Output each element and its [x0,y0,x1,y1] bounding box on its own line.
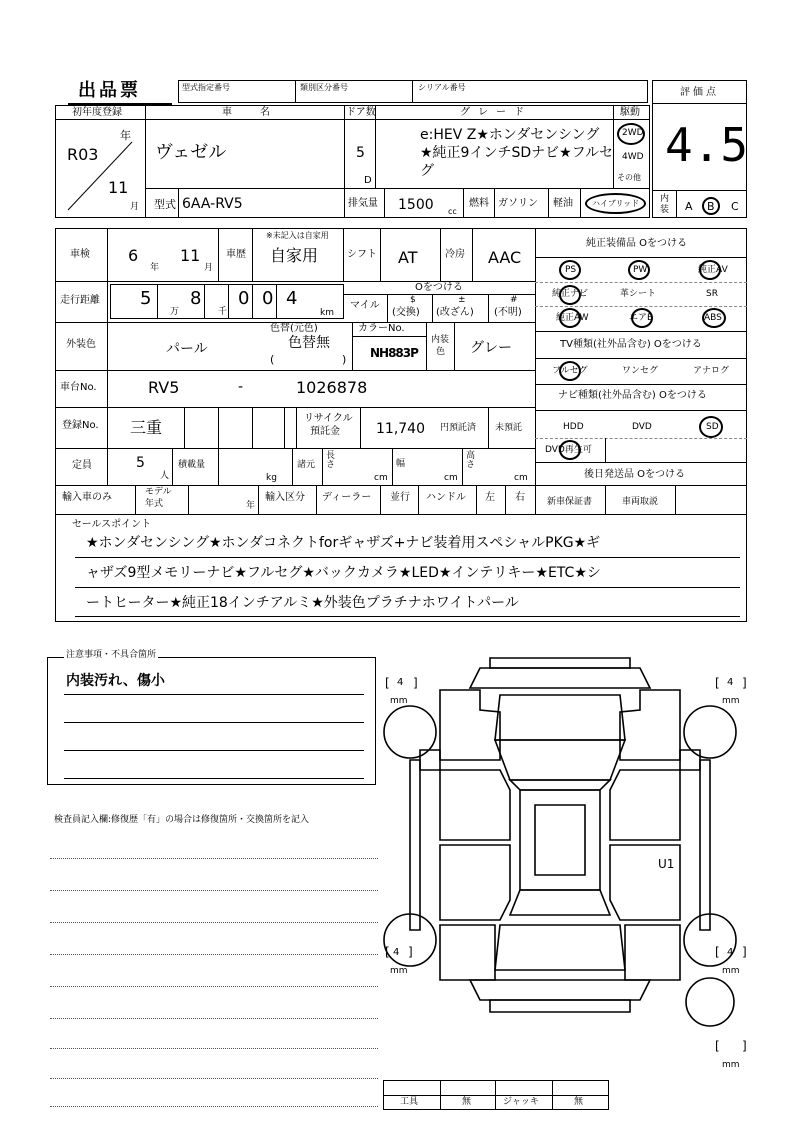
spare-bracket: [ [715,1039,720,1053]
equip-abs: ABS [704,313,722,323]
kg-unit: kg [266,473,277,483]
history-value: 自家用 [270,246,319,265]
exchange-label: (交換) [392,307,420,318]
mileage-mark-note: Oをつける [415,282,463,293]
score-value: 4.5 [665,118,749,172]
equip-aw: 純正AW [556,313,589,323]
interior-grade-c: C [731,200,739,213]
dims-label: 諸元 [297,460,316,470]
tv-analog: アナログ [693,366,730,376]
model-year-unit: 年 [246,501,256,511]
chassis-label: 車台No. [60,382,97,393]
notes-label: 注意事項・不具合箇所 [66,650,157,660]
interior-grade-label-1: 内 [660,194,670,204]
recycle-paid: 円預託済 [440,423,477,433]
reg-month: 11 [108,178,129,197]
model-label: 型式 [154,198,176,211]
sales-line-1: ★ホンダセンシング★ホンダコネクトforギャザズ+ナビ装着用スペシャルPKG★ギ [86,535,601,551]
model-year-label-2: 年式 [145,499,164,509]
height-cm: cm [514,473,528,483]
length-cm: cm [374,473,388,483]
interior-grade-b: B [707,200,715,213]
equip-pw-circle [628,260,650,280]
later-warranty: 新車保証書 [547,497,593,507]
recycle-value: 11,740 [376,421,425,437]
reg-month-unit: 月 [130,202,140,212]
model-year-label-1: モデル [145,487,172,497]
equip-ps-circle [559,260,581,280]
tire-fr-bracket: [ [715,676,720,690]
color-no-label: カラーNo. [358,323,405,334]
altered-label: (改ざん) [436,307,474,318]
plate-label: 登録No. [62,420,99,431]
tire-rr-bracket-close: ] [742,945,747,959]
displacement-value: 1500 [398,197,434,213]
fuel-diesel: 軽油 [553,198,573,209]
tire-fl-bracket-close: ] [413,676,418,690]
equip-navi: 純正ナビ [552,289,589,299]
navi-sd: SD [706,422,719,432]
load-label: 積載量 [178,460,206,470]
shift-value: AT [398,248,418,267]
spare-mm: mm [722,1060,740,1070]
tire-fr-mm: mm [722,696,740,706]
import-dealer: ディーラー [322,492,372,503]
color-no-value: NH883P [370,346,418,360]
drive-4wd: 4WD [622,152,644,162]
grade-line-1: e:HEV Z★ホンダセンシング [420,127,600,143]
equip-leather: 革シート [620,289,657,299]
reg-year: R03 [67,145,99,164]
doors-label: ドア数 [346,107,376,118]
score-label: 評価点 [680,87,719,98]
man-unit: 万 [170,307,180,317]
later-title: 後日発送品 Oをつける [584,469,686,480]
tire-fr-bracket-close: ] [742,676,747,690]
mileage-digit-3: 0 [238,288,250,309]
inspector-label: 検査員記入欄:修復歴「有」の場合は修復箇所・交換箇所を記入 [54,815,310,825]
sales-label: セールスポイント [72,519,152,530]
fuel-hybrid: ハイブリッド [592,199,640,208]
serial-no-label: シリアル番号 [418,83,466,92]
tire-rl-bracket: [ [385,945,390,959]
tire-rr-mm: mm [722,966,740,976]
grade-line-2: ★純正9インチSDナビ★フルセ [420,145,614,161]
ac-label: 冷房 [445,249,465,260]
damage-mark-u1: U1 [658,857,675,871]
car-name: ヴェゼル [155,142,227,163]
history-note: ※未記入は自家用 [266,231,329,240]
color-change-label: 色替(元色) [270,323,318,334]
displacement-label: 排気量 [348,198,378,209]
spare-bracket-close: ] [742,1039,747,1053]
unknown-label: (不明) [494,307,522,318]
jack-label: ジャッキ [503,1097,539,1107]
fuel-gasoline: ガソリン [498,198,538,209]
equip-airbag-circle [631,308,653,328]
capacity-unit: 人 [160,471,170,481]
sen-unit: 千 [218,307,228,317]
door-type: D [364,175,372,186]
drive-label: 駆動 [620,107,640,118]
mile-label: マイル [350,300,380,311]
history-label: 車歴 [226,249,246,260]
chassis-number: 1026878 [296,378,368,397]
interior-grade-label-2: 装 [660,205,670,215]
grade-line-3: グ [420,163,434,179]
car-name-label: 車名 [222,107,298,118]
shaken-month: 11 [180,246,201,265]
tire-rl-mm: mm [390,966,408,976]
shaken-month-unit: 月 [204,263,214,273]
navi-title: ナビ種類(社外品含む) Oをつける [558,390,707,401]
navi-dvd-play: DVD再生可 [545,445,592,455]
width-cm: cm [444,473,458,483]
interior-color-value: グレー [470,340,512,356]
capacity-value: 5 [136,455,145,471]
handle-label: ハンドル [426,492,466,503]
tire-rr-bracket: [ [715,945,720,959]
id-number-box [178,80,648,103]
fuel-label: 燃料 [469,198,489,209]
cc-unit: cc [448,207,457,216]
later-manual: 車両取説 [622,497,659,507]
mileage-digit-5: 4 [286,288,298,309]
tv-fullseg: フルセグ [552,366,588,376]
tire-fl-mm: mm [390,696,408,706]
navi-dvd: DVD [632,422,652,432]
model-value: 6AA-RV5 [182,196,243,212]
handle-right: 右 [515,492,525,503]
shaken-year-unit: 年 [150,263,160,273]
chassis-dash: - [238,379,244,395]
tire-fr-value: 4 [727,677,734,688]
width-label: 幅 [396,459,406,469]
tv-title: TV種類(社外品含む) Oをつける [560,339,702,350]
paren-open: ( [270,353,275,366]
interior-grade-circle [702,197,720,215]
recycle-label-1: リサイクル [304,413,353,424]
tire-rl-bracket-close: ] [408,945,413,959]
equip-av-circle [699,260,721,280]
tools-none: 無 [462,1097,472,1107]
equip-airbag: エアB [629,313,654,323]
fuel-hybrid-circle [585,193,646,214]
mileage-digit-1: 5 [140,288,152,309]
mileage-label: 走行距離 [60,295,100,306]
form-title: 出品票 [78,80,141,101]
shaken-label: 車検 [70,249,90,260]
class-no-label: 類別区分番号 [300,83,348,92]
navi-sd-circle [699,416,723,438]
interior-grade-a: A [685,200,693,213]
mileage-digit-2: 8 [190,288,202,309]
equip-ps: PS [565,265,577,275]
tv-fullseg-circle [559,361,581,381]
equipment-title: 純正装備品 Oをつける [586,238,688,249]
drive-2wd-circle [617,123,645,145]
navi-dvd-play-circle [559,440,581,460]
tools-label: 工具 [400,1097,419,1107]
import-label: 輸入車のみ [62,492,112,503]
interior-color-label-1: 内装 [431,335,450,345]
height-label: 高さ [466,451,476,470]
first-reg-label: 初年度登録 [72,107,122,118]
drive-2wd: 2WD [622,128,644,138]
exterior-value: パール [166,341,208,357]
import-parallel: 並行 [390,492,410,503]
grade-label: グレード [460,107,532,118]
km-unit: km [320,308,334,318]
length-label: 長さ [326,451,336,470]
equip-navi-circle [559,285,581,305]
car-diagram [380,640,760,1080]
ac-value: AAC [488,248,522,267]
chassis-prefix: RV5 [148,378,180,397]
altered-sym: ± [458,295,466,305]
exterior-label: 外装色 [66,339,96,350]
doors-value: 5 [356,145,365,161]
drive-other: その他 [617,173,641,182]
shaken-year: 6 [128,246,139,265]
tv-oneseg: ワンセグ [622,366,659,376]
tire-rr-value: 4 [727,947,734,958]
sales-line-2: ャザズ9型メモリーナビ★フルセグ★バックカメラ★LED★インテリキー★ETC★シ [86,565,601,581]
notes-line-1: 内装汚れ、傷小 [66,673,165,689]
recycle-unpaid: 未預託 [495,423,523,433]
exchange-sym: $ [410,295,416,305]
tire-fl-bracket: [ [385,676,390,690]
import-class-label: 輸入区分 [265,492,305,503]
equip-sr: SR [706,289,718,299]
sales-line-3: ートヒーター★純正18インチアルミ★外装色プラチナホワイトパール [86,595,519,611]
navi-hdd: HDD [563,422,584,432]
handle-left: 左 [485,492,495,503]
equip-abs-circle [702,308,726,328]
equip-av: 純正AV [698,265,728,275]
interior-color-label-2: 色 [436,347,446,357]
unknown-sym: # [510,295,518,305]
tire-rl-value: 4 [393,947,400,958]
paren-close: ) [342,353,347,366]
equip-aw-circle [559,308,581,328]
tire-fl-value: 4 [397,677,404,688]
plate-value: 三重 [130,418,163,437]
jack-none: 無 [574,1097,584,1107]
shift-label: シフト [347,249,377,260]
mileage-digit-4: 0 [262,288,274,309]
equip-pw: PW [633,265,648,275]
capacity-label: 定員 [72,460,92,471]
type-no-label: 型式指定番号 [182,83,230,92]
color-change-value: 色替無 [288,335,330,351]
recycle-label-2: 預託金 [310,426,340,437]
reg-year-unit: 年 [120,129,131,142]
